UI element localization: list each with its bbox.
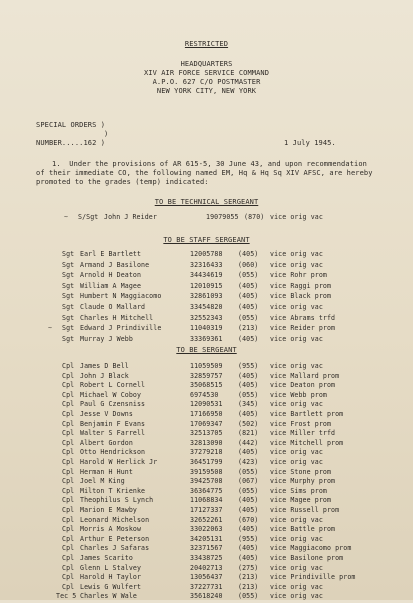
roster-serial: 33022063 <box>190 525 223 534</box>
roster-rank: Sgt <box>62 260 75 269</box>
roster-rank: Sgt <box>62 313 75 322</box>
roster-code: (275) <box>238 563 259 572</box>
roster-row <box>62 250 362 261</box>
roster-code: (055) <box>238 467 259 476</box>
roster-row <box>48 324 362 335</box>
roster-reason: vice Mitchell prom <box>270 438 344 447</box>
roster-row <box>62 314 362 325</box>
roster-reason: vice orig vac <box>270 303 323 311</box>
roster-reason: vice Maggiacomo prom <box>270 544 352 553</box>
roster-code: (502) <box>238 419 259 428</box>
roster-serial: 35618240 <box>190 592 223 601</box>
roster-serial: 36451799 <box>190 458 223 466</box>
roster-code: (405) <box>238 554 259 562</box>
roster-serial: 12090531 <box>190 400 223 409</box>
roster-rank: Sgt <box>62 292 75 301</box>
roster-row <box>62 303 362 314</box>
roster-name: Harold W Herlick Jr <box>80 458 158 466</box>
roster-serial: 39159508 <box>190 467 223 476</box>
roster-reason: vice Sims prom <box>270 486 327 495</box>
roster-code: (405) <box>238 281 259 290</box>
roster-rank: Cpl <box>62 554 75 562</box>
roster-serial: 17127337 <box>190 506 223 514</box>
roster-code: (423) <box>238 458 259 466</box>
roster-code: (067) <box>238 477 259 486</box>
roster-reason: vice Prindiville prom <box>270 573 356 582</box>
roster-serial: 11068834 <box>190 496 223 505</box>
roster-name: Charles H Mitchell <box>80 313 154 322</box>
roster-reason: vice orig vac <box>270 362 323 370</box>
roster-name: William A Magee <box>80 281 142 290</box>
hq-line-1: HEADQUARTERS <box>180 60 233 68</box>
roster-name: John J Reider <box>104 213 157 221</box>
roster-reason: vice Magee prom <box>270 496 332 505</box>
roster-name: Glenn L Stalvey <box>80 563 142 572</box>
roster-serial: 32859757 <box>190 371 223 380</box>
roster-rank: Cpl <box>62 381 75 390</box>
roster-rank: Cpl <box>62 410 75 418</box>
roster-rank: Sgt <box>62 271 75 280</box>
roster-serial: 32861093 <box>190 292 223 301</box>
roster-reason: vice Miller trfd <box>270 429 336 438</box>
roster-serial: 37279218 <box>190 448 223 457</box>
roster-serial: 32371567 <box>190 544 223 553</box>
roster-name: Morris A Moskow <box>80 525 142 534</box>
roster-row <box>62 335 362 346</box>
roster-name: Charles J Safaras <box>80 544 150 553</box>
roster-serial: 32813090 <box>190 438 223 447</box>
roster-reason: vice orig vac <box>270 448 323 457</box>
roster-rank: Tec 5 <box>56 592 77 601</box>
roster-serial: 13056437 <box>190 573 223 582</box>
roster-reason: vice Bartlett prom <box>270 410 344 418</box>
roster-row <box>62 292 362 303</box>
roster-rank: Cpl <box>62 525 75 534</box>
roster-code: (442) <box>238 438 259 447</box>
roster-rank: Sgt <box>62 303 75 311</box>
roster-reason: vice Webb prom <box>270 390 327 399</box>
roster-name: Humbert N Maggiacomo <box>80 292 162 301</box>
roster-serial: 32652261 <box>190 515 223 524</box>
roster-reason: vice Black prom <box>270 292 332 301</box>
roster-serial: 34434619 <box>190 271 223 280</box>
roster-code: (405) <box>238 525 259 534</box>
roster-name: Murray J Webb <box>80 334 133 343</box>
heading-sergeant: TO BE SERGEANT <box>176 346 237 354</box>
roster-reason: vice Deaton prom <box>270 381 336 390</box>
roster-reason: vice Rohr prom <box>270 271 327 280</box>
roster-serial: 33438725 <box>190 554 223 562</box>
roster-rank: Cpl <box>62 477 75 486</box>
roster-serial: 37227731 <box>190 582 223 591</box>
roster-rank: Sgt <box>62 281 75 290</box>
roster-serial: 34205131 <box>190 534 223 543</box>
roster-reason: vice Russell prom <box>270 506 340 514</box>
roster-code: (405) <box>238 410 259 418</box>
paragraph-line-3: promoted to the grades (temp) indicated: <box>36 178 209 186</box>
roster-reason: vice Abrams trfd <box>270 313 336 322</box>
roster-serial: 33454820 <box>190 303 223 311</box>
roster-serial: 35068515 <box>190 381 223 390</box>
roster-reason: vice orig vac <box>270 213 323 221</box>
roster-name: Lewis G Wulfert <box>80 582 142 591</box>
roster-code: (055) <box>238 390 259 399</box>
roster-row <box>62 271 362 282</box>
roster-rank: Cpl <box>62 573 75 582</box>
roster-name: Joel M King <box>80 477 125 486</box>
roster-reason: vice orig vac <box>270 592 323 601</box>
roster-mark: ~ <box>64 213 69 221</box>
roster-rank: S/Sgt <box>78 213 99 221</box>
roster-code: (870) <box>244 213 265 221</box>
roster-rank: Cpl <box>62 563 75 572</box>
roster-code: (405) <box>238 303 259 311</box>
roster-serial: 6974530 <box>190 390 219 399</box>
hq-line-2: XIV AIR FORCE SERVICE COMMAND <box>143 69 270 77</box>
orders-number: NUMBER.....162 ) <box>36 139 106 147</box>
roster-name: Arthur E Peterson <box>80 534 150 543</box>
roster-name: Michael W Coboy <box>80 390 142 399</box>
roster-code: (405) <box>238 381 259 390</box>
roster-row <box>56 592 362 603</box>
roster-serial: 17166950 <box>190 410 223 418</box>
roster-code: (405) <box>238 292 259 301</box>
roster-serial: 11059509 <box>190 362 223 370</box>
roster-rank: Sgt <box>62 334 75 343</box>
roster-name: Theophilus S Lynch <box>80 496 154 505</box>
roster-name: Earl E Bartlett <box>80 250 142 258</box>
roster-code: (060) <box>238 260 259 269</box>
roster-serial: 32316433 <box>190 260 223 269</box>
roster-rank: Cpl <box>62 429 75 438</box>
roster-reason: vice orig vac <box>270 334 323 343</box>
orders-paren: ) <box>104 130 109 138</box>
hq-line-3: A.P.O. 627 C/O POSTMASTER <box>152 78 261 86</box>
roster-code: (955) <box>238 534 259 543</box>
roster-name: Edward J Prindiville <box>80 324 162 333</box>
roster-code: (055) <box>238 486 259 495</box>
roster-reason: vice Basilone prom <box>270 554 344 562</box>
roster-code: (821) <box>238 429 259 438</box>
roster-name: Paul G Czensniss <box>80 400 146 409</box>
roster-reason: vice orig vac <box>270 250 323 258</box>
roster-row <box>62 282 362 293</box>
roster-reason: vice Mallard prom <box>270 371 340 380</box>
roster-rank: Cpl <box>62 448 75 457</box>
heading-technical-sergeant: TO BE TECHNICAL SERGEANT <box>154 198 259 206</box>
roster-rank: Sgt <box>62 250 75 258</box>
roster-name: James D Bell <box>80 362 129 370</box>
roster-name: Otto Hendrickson <box>80 448 146 457</box>
roster-code: (955) <box>238 362 259 370</box>
roster-code: (405) <box>238 448 259 457</box>
roster-code: (405) <box>238 371 259 380</box>
roster-serial: 36364775 <box>190 486 223 495</box>
roster-name: Claude O Mallard <box>80 303 146 311</box>
roster-reason: vice orig vac <box>270 563 323 572</box>
roster-serial: 17069347 <box>190 419 223 428</box>
roster-name: Benjamin F Evans <box>80 419 146 428</box>
roster-reason: vice Reider prom <box>270 324 336 333</box>
roster-code: (345) <box>238 400 259 409</box>
paragraph-line-1: 1. Under the provisions of AR 615-5, 30 June 43, and upon recommendation <box>52 160 367 168</box>
roster-code: (055) <box>238 592 259 601</box>
roster-reason: vice orig vac <box>270 582 323 591</box>
roster-reason: vice orig vac <box>270 515 323 524</box>
roster-name: James Scarito <box>80 554 133 562</box>
roster-reason: vice Battle prom <box>270 525 336 534</box>
roster-code: (213) <box>238 324 259 333</box>
roster-mark: ~ <box>48 324 53 333</box>
roster-reason: vice orig vac <box>270 534 323 543</box>
roster-name: Jesse V Downs <box>80 410 133 418</box>
roster-serial: 12010915 <box>190 281 223 290</box>
roster-code: (055) <box>238 271 259 280</box>
heading-staff-sergeant: TO BE STAFF SERGEANT <box>163 236 250 244</box>
roster-serial: 39425708 <box>190 477 223 486</box>
roster-rank: Cpl <box>62 400 75 409</box>
roster-serial: 11040319 <box>190 324 223 333</box>
roster-row <box>62 261 362 272</box>
roster-serial: 19079055 <box>206 213 239 221</box>
roster-reason: vice Raggi prom <box>270 281 332 290</box>
roster-rank: Cpl <box>62 458 75 466</box>
roster-name: Robert L Cornell <box>80 381 146 390</box>
paragraph-line-2: of their immediate CO, the following named EM, Hq & Hq Sq XIV AFSC, are hereby <box>36 169 373 177</box>
roster-code: (405) <box>238 506 259 514</box>
roster-rank: Cpl <box>62 582 75 591</box>
roster-row <box>64 213 378 224</box>
roster-serial: 12005788 <box>190 250 223 258</box>
hq-line-4: NEW YORK CITY, NEW YORK <box>156 87 257 95</box>
orders-date: 1 July 1945. <box>284 139 336 147</box>
roster-code: (405) <box>238 334 259 343</box>
roster-rank: Cpl <box>62 534 75 543</box>
roster-rank: Cpl <box>62 390 75 399</box>
roster-serial: 20402713 <box>190 563 223 572</box>
restricted-heading: RESTRICTED <box>184 40 229 48</box>
roster-reason: vice Frost prom <box>270 419 332 428</box>
roster-rank: Sgt <box>62 324 75 333</box>
roster-name: Herman H Hunt <box>80 467 133 476</box>
roster-code: (405) <box>238 496 259 505</box>
roster-reason: vice Murphy prom <box>270 477 336 486</box>
roster-name: Charles W Wale <box>80 592 137 601</box>
roster-rank: Cpl <box>62 486 75 495</box>
roster-reason: vice Stone prom <box>270 467 332 476</box>
roster-rank: Cpl <box>62 362 75 370</box>
roster-serial: 32552343 <box>190 313 223 322</box>
roster-serial: 33369361 <box>190 334 223 343</box>
special-orders-label: SPECIAL ORDERS ) <box>36 121 106 129</box>
roster-name: Harold H Taylor <box>80 573 142 582</box>
roster-name: Marion E Mawby <box>80 506 137 514</box>
roster-code: (405) <box>238 544 259 553</box>
roster-rank: Cpl <box>62 506 75 514</box>
roster-rank: Cpl <box>62 419 75 428</box>
roster-rank: Cpl <box>62 515 75 524</box>
roster-rank: Cpl <box>62 438 75 447</box>
roster-code: (213) <box>238 582 259 591</box>
roster-name: Albert Gordon <box>80 438 133 447</box>
roster-rank: Cpl <box>62 496 75 505</box>
roster-rank: Cpl <box>62 467 75 476</box>
roster-rank: Cpl <box>62 544 75 553</box>
roster-serial: 32513705 <box>190 429 223 438</box>
roster-code: (405) <box>238 250 259 258</box>
roster-reason: vice orig vac <box>270 458 323 466</box>
roster-rank: Cpl <box>62 371 75 380</box>
roster-name: Walter S Farrell <box>80 429 146 438</box>
roster-reason: vice orig vac <box>270 260 323 269</box>
roster-name: Milton T Krienke <box>80 486 146 495</box>
roster-reason: vice orig vac <box>270 400 323 409</box>
roster-name: Armand J Basilone <box>80 260 150 269</box>
roster-name: Arnold H Deaton <box>80 271 142 280</box>
roster-code: (213) <box>238 573 259 582</box>
roster-name: Leonard Michelson <box>80 515 150 524</box>
roster-code: (055) <box>238 313 259 322</box>
roster-code: (670) <box>238 515 259 524</box>
roster-name: John J Black <box>80 371 129 380</box>
